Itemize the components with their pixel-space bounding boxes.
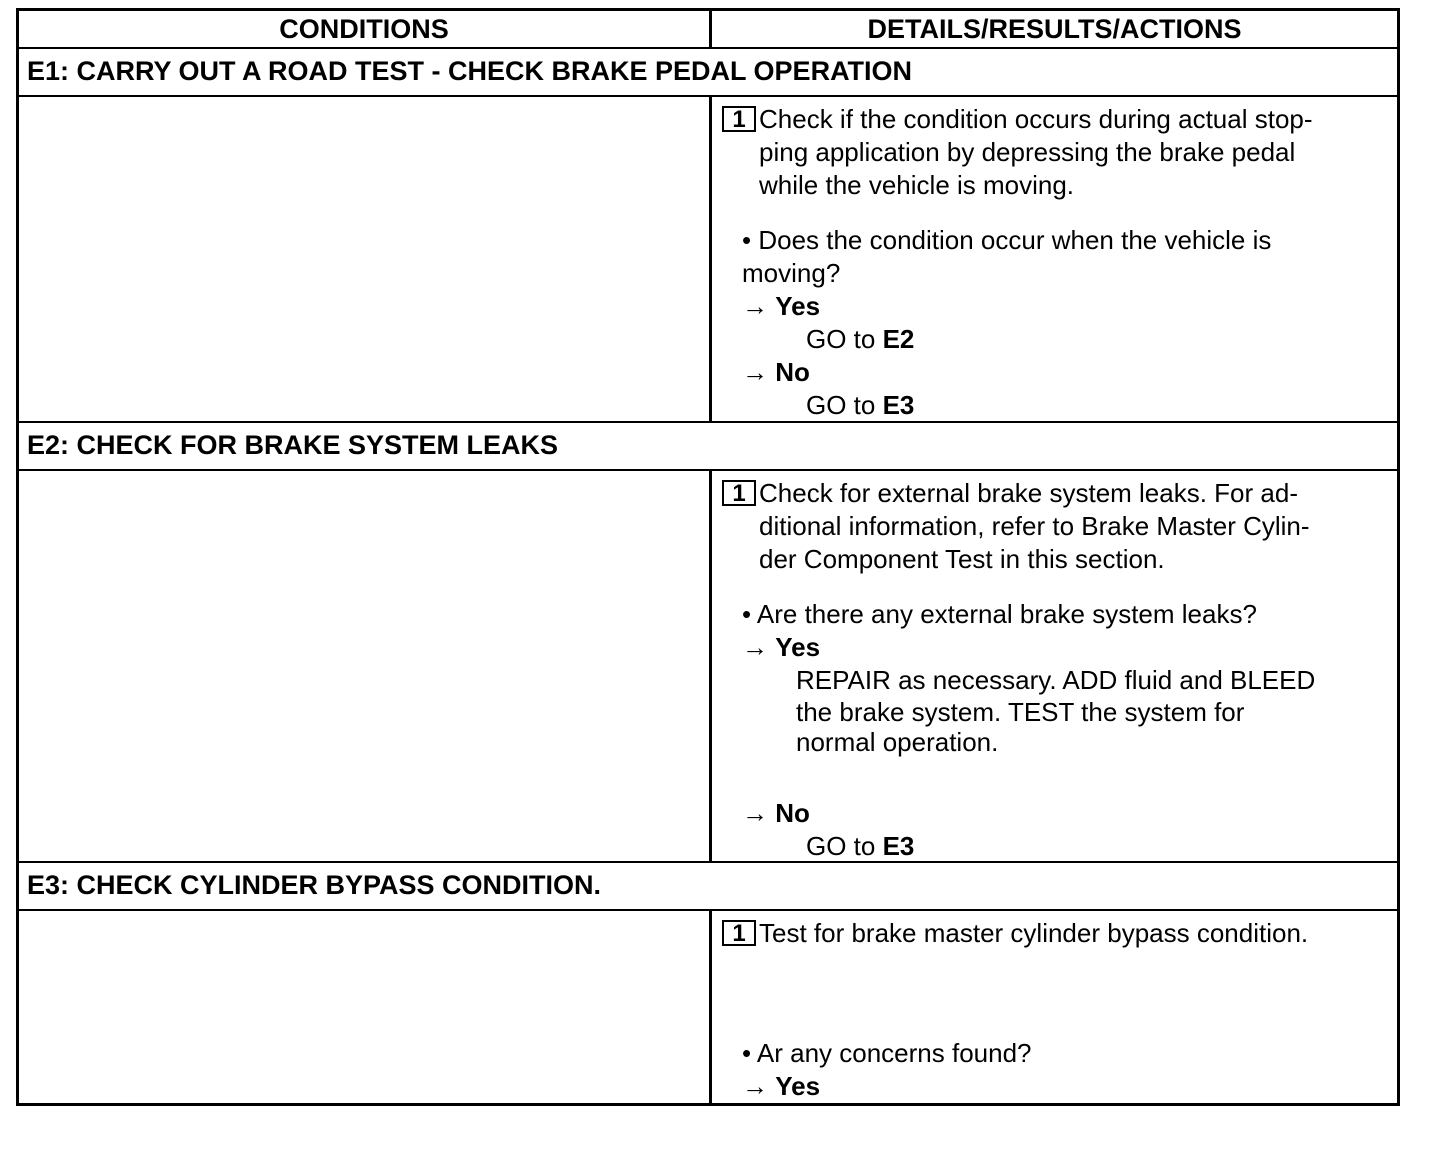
diagnostic-table: [16, 8, 1400, 1106]
question-line: • Ar any concerns found?: [742, 1038, 1032, 1068]
table-header-row: [19, 11, 1397, 49]
section-e3-title: E3: CHECK CYLINDER BYPASS CONDITION.: [27, 870, 602, 900]
go-to-text: GO to: [806, 324, 883, 354]
section-e3-details-cell: [712, 911, 1397, 1103]
step-instruction: [759, 477, 1387, 576]
section-e2-content-row: [19, 471, 1397, 863]
section-e2-question: [722, 598, 1387, 631]
section-e2-step: [722, 477, 1387, 576]
action-line: the brake system. TEST the system for: [796, 697, 1245, 727]
section-e2-no-action: [722, 830, 1387, 863]
action-line: normal operation.: [796, 727, 999, 757]
section-e2-title-row: [19, 423, 1397, 471]
no-label: No: [775, 798, 810, 828]
section-e1-no: [722, 356, 1387, 389]
section-e1-yes: [722, 290, 1387, 323]
step-line: ping application by depressing the brake pedal: [759, 137, 1296, 167]
step-number-box: 1: [722, 920, 756, 946]
yes-label: Yes: [775, 632, 821, 662]
section-e1-question: [722, 224, 1387, 290]
section-e1-details-cell: [712, 97, 1397, 421]
yes-label: Yes: [775, 291, 821, 321]
go-to-target: E3: [882, 831, 915, 861]
step-number-box: 1: [722, 480, 756, 506]
section-e3-yes: [722, 1070, 1387, 1103]
section-e1-content-row: [19, 97, 1397, 423]
arrow-icon: →: [742, 632, 768, 662]
section-e1-yes-action: [722, 323, 1387, 356]
section-e2-yes: [722, 631, 1387, 664]
section-e3-question: [722, 1037, 1387, 1070]
go-to-target: E2: [882, 324, 915, 354]
section-e1-no-action: [722, 389, 1387, 422]
section-e1-title: E1: CARRY OUT A ROAD TEST - CHECK BRAKE PEDAL OPERATION: [27, 56, 913, 86]
step-number-box: 1: [722, 106, 756, 132]
section-e2-yes-action: [722, 664, 1387, 757]
section-e2-no: [722, 797, 1387, 830]
arrow-icon: →: [742, 798, 768, 828]
section-e1-conditions-cell: [19, 97, 712, 421]
arrow-icon: →: [742, 1071, 768, 1101]
go-to-target: E3: [882, 390, 915, 420]
step-instruction: [759, 103, 1387, 202]
no-label: No: [775, 357, 810, 387]
section-e2-title: E2: CHECK FOR BRAKE SYSTEM LEAKS: [27, 430, 559, 460]
section-e1-title-row: [19, 49, 1397, 97]
step-line: Check for external brake system leaks. For ad-: [759, 478, 1298, 508]
step-instruction: [759, 917, 1387, 950]
step-line: Test for brake master cylinder bypass condition.: [759, 918, 1309, 948]
step-line: Check if the condition occurs during actual stop-: [759, 104, 1313, 134]
question-line: • Does the condition occur when the vehicle is: [742, 225, 1272, 255]
step-line: der Component Test in this section.: [759, 544, 1165, 574]
yes-label: Yes: [775, 1071, 821, 1101]
section-e1-step: [722, 103, 1387, 202]
step-line: while the vehicle is moving.: [759, 170, 1075, 200]
step-line: ditional information, refer to Brake Master Cylin-: [759, 511, 1310, 541]
section-e2-conditions-cell: [19, 471, 712, 861]
conditions-header: CONDITIONS: [19, 11, 712, 47]
question-line: • Are there any external brake system leaks?: [742, 599, 1257, 629]
arrow-icon: →: [742, 291, 768, 321]
go-to-text: GO to: [806, 831, 883, 861]
section-e3-step: [722, 917, 1387, 950]
details-header: DETAILS/RESULTS/ACTIONS: [867, 14, 1242, 44]
section-e2-details-cell: [712, 471, 1397, 861]
section-e3-content-row: [19, 911, 1397, 1103]
section-e3-conditions-cell: [19, 911, 712, 1103]
action-line: REPAIR as necessary. ADD fluid and BLEED: [796, 665, 1316, 695]
section-e3-title-row: [19, 863, 1397, 911]
arrow-icon: →: [742, 357, 768, 387]
go-to-text: GO to: [806, 390, 883, 420]
question-line: moving?: [742, 258, 841, 288]
